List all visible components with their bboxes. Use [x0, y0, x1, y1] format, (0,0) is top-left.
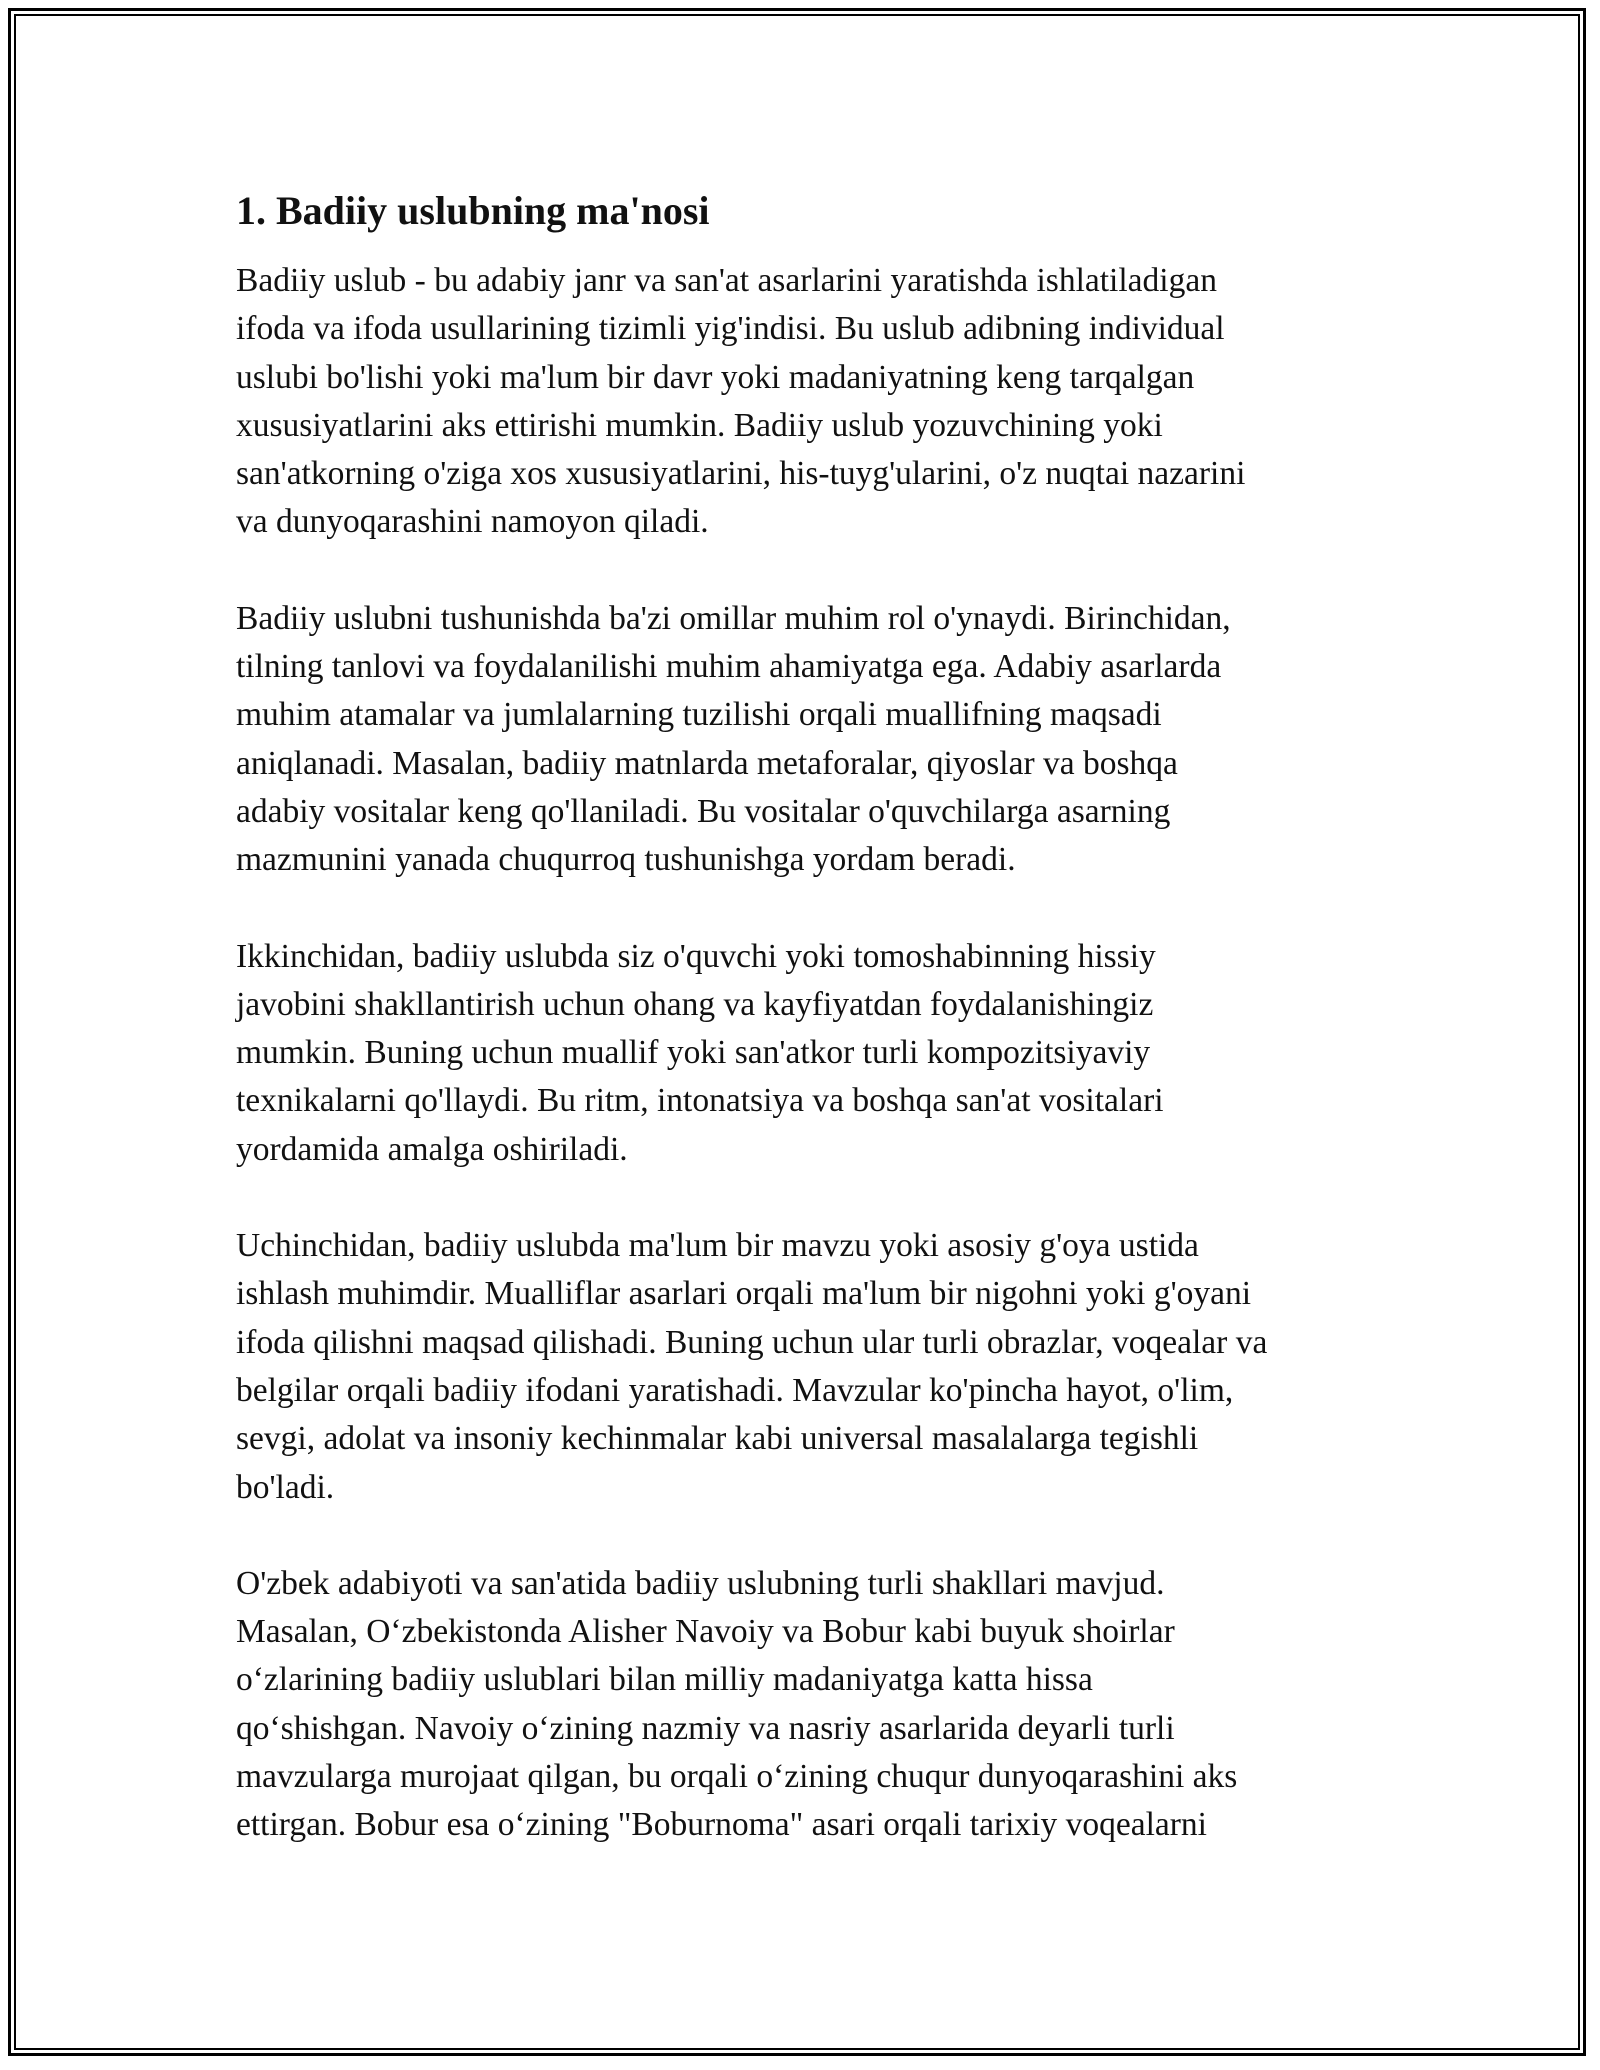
text-line: mazmunini yanada chuqurroq tushunishga yordam beradi. [236, 841, 1016, 879]
text-line: Badiiy uslubni tushunishda ba'zi omillar muhim rol o'ynaydi. Birinchidan, [236, 599, 1231, 637]
text-line: belgilar orqali badiiy ifodani yaratishadi. Mavzular ko'pincha hayot, o'lim, [236, 1371, 1234, 1409]
text-line: va dunyoqarashini namoyon qiladi. [236, 503, 709, 541]
text-line: O'zbek adabiyoti va san'atida badiiy uslubning turli shakllari mavjud. [236, 1564, 1165, 1602]
section-heading: 1. Badiiy uslubning ma'nosi [236, 188, 710, 233]
text-line: adabiy vositalar keng qo'llaniladi. Bu vositalar o'quvchilarga asarning [236, 792, 1171, 830]
text-line: xususiyatlarini aks ettirishi mumkin. Badiiy uslub yozuvchining yoki [236, 406, 1163, 444]
text-line: Badiiy uslub - bu adabiy janr va san'at asarlarini yaratishda ishlatiladigan [236, 262, 1217, 299]
paragraph-5 [236, 1560, 1376, 1850]
text-line: Masalan, O‘zbekistonda Alisher Navoiy va Bobur kabi buyuk shoirlar [236, 1613, 1175, 1651]
text-line: muhim atamalar va jumlalarning tuzilishi orqali muallifning maqsadi [236, 696, 1162, 734]
text-line: ifoda qilishni maqsad qilishadi. Buning uchun ular turli obrazlar, voqealar va [236, 1323, 1268, 1361]
text-line: qo‘shishgan. Navoiy o‘zining nazmiy va nasriy asarlarida deyarli turli [236, 1709, 1175, 1747]
text-line: Uchinchidan, badiiy uslubda ma'lum bir mavzu yoki asosiy g'oya ustida [236, 1227, 1199, 1265]
text-line: javobini shakllantirish uchun ohang va kayfiyatdan foydalanishingiz [236, 985, 1154, 1023]
text-line: aniqlanadi. Masalan, badiiy matnlarda metaforalar, qiyoslar va boshqa [236, 744, 1178, 782]
text-line: tilning tanlovi va foydalanilishi muhim ahamiyatga ega. Adabiy asarlarda [236, 648, 1222, 686]
text-line: ishlash muhimdir. Mualliflar asarlari orqali ma'lum bir nigohni yoki g'oyani [236, 1275, 1252, 1313]
text-line: o‘zlarining badiiy uslublari bilan milliy madaniyatga katta hissa [236, 1661, 1093, 1699]
document-body [236, 185, 1376, 1898]
text-line: ifoda va ifoda usullarining tizimli yig'indisi. Bu uslub adibning individual [236, 310, 1225, 348]
text-line: yordamida amalga oshiriladi. [236, 1130, 628, 1168]
text-line: uslubi bo'lishi yoki ma'lum bir davr yoki madaniyatning keng tarqalgan [236, 358, 1195, 396]
text-line: bo'ladi. [236, 1468, 335, 1506]
text-line: Ikkinchidan, badiiy uslubda siz o'quvchi yoki tomoshabinning hissiy [236, 937, 1156, 975]
text-line: san'atkorning o'ziga xos xususiyatlarini, his-tuyg'ularini, o'z nuqtai nazarini [236, 455, 1246, 493]
text-line: texnikalarni qo'llaydi. Bu ritm, intonatsiya va boshqa san'at vositalari [236, 1082, 1164, 1120]
paragraph-3 [236, 933, 1376, 1174]
text-line: ettirgan. Bobur esa o‘zining "Boburnoma" asari orqali tarixiy voqealarni [236, 1806, 1207, 1844]
text-line: mavzularga murojaat qilgan, bu orqali o‘zining chuqur dunyoqarashini aks [236, 1758, 1238, 1796]
text-line: sevgi, adolat va insoniy kechinmalar kabi universal masalalarga tegishli [236, 1420, 1199, 1458]
paragraph-1 [236, 257, 1376, 547]
text-line: mumkin. Buning uchun muallif yoki san'atkor turli kompozitsiyaviy [236, 1034, 1151, 1072]
paragraph-4 [236, 1222, 1376, 1512]
paragraph-2 [236, 595, 1376, 885]
